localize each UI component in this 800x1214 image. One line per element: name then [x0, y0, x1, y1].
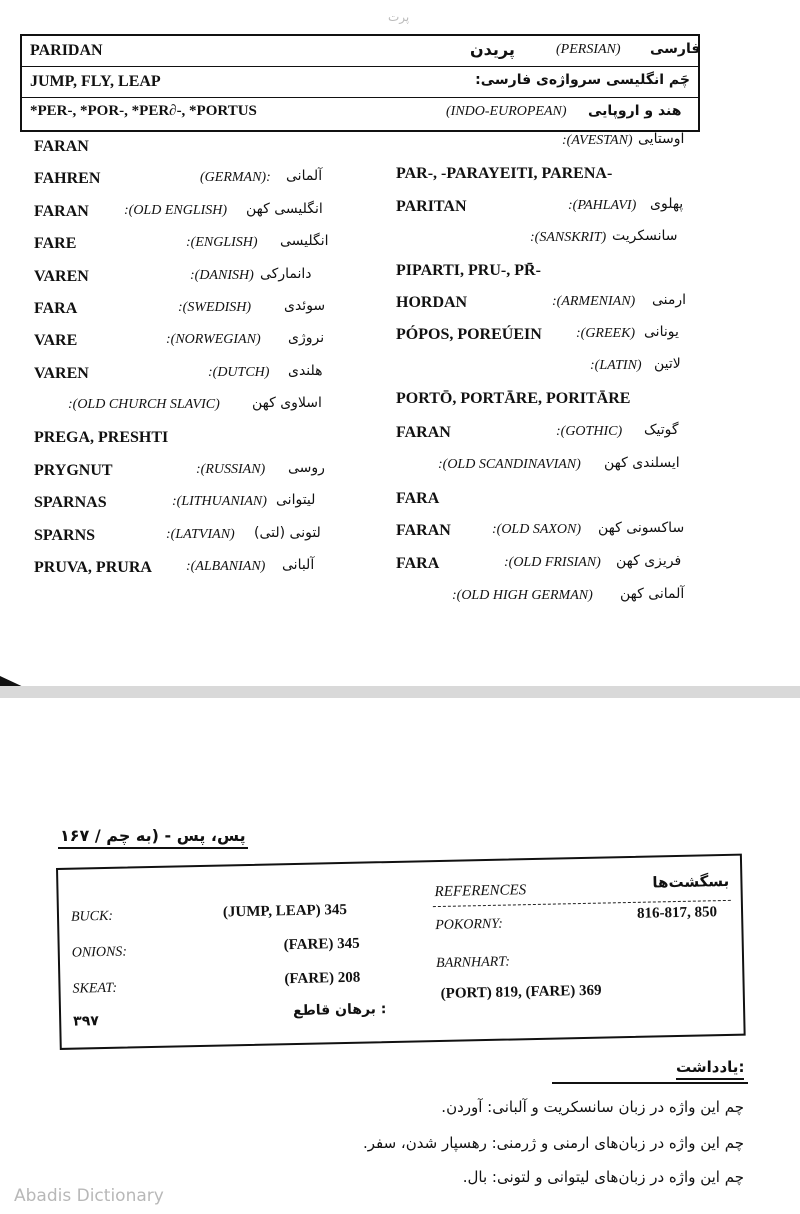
right-word: PORTŌ, PORTĀRE, PORITĀRE	[396, 390, 631, 407]
right-lang-fa: ایسلندی کهن	[604, 455, 680, 471]
right-lang: :(OLD HIGH GERMAN)	[452, 588, 593, 603]
ref-value: (JUMP, LEAP) 345	[222, 901, 348, 921]
header-lang-fa: فارسی	[650, 41, 701, 57]
ref-label: ONIONS:	[71, 944, 128, 961]
header-pie-roots: *PER-, *POR-, *PER∂-, *PORTUS	[30, 103, 257, 119]
left-lang-fa: روسی	[288, 460, 325, 476]
right-lang: :(PAHLAVI)	[568, 198, 637, 213]
right-lang-fa: لاتین	[654, 356, 681, 372]
left-word: SPARNS	[34, 527, 96, 544]
right-lang: :(SANSKRIT)	[530, 230, 607, 245]
note-line: چم این واژه در زبان سانسکریت و آلبانی: آوردن.	[441, 1098, 744, 1116]
right-lang-fa: فریزی کهن	[616, 553, 682, 569]
ref-label: POKORNY:	[435, 916, 503, 934]
header-row-persian	[22, 36, 701, 67]
page2-heading: پس، پس - (به چم / ۱۶۷	[58, 826, 248, 849]
right-lang: :(OLD FRISIAN)	[504, 555, 601, 570]
header-pie-lang: (INDO-EUROPEAN)	[446, 104, 567, 119]
right-lang-fa: پهلوی	[650, 196, 684, 212]
left-lang-fa: انگلیسی	[280, 233, 329, 249]
right-lang-fa: سانسکریت	[612, 228, 678, 244]
right-lang: :(GREEK)	[576, 326, 636, 341]
right-word: FARAN	[396, 424, 451, 441]
right-lang-fa: ارمنی	[652, 292, 687, 308]
left-word: FARAN	[34, 138, 89, 155]
left-lang: :(DANISH)	[190, 268, 254, 283]
left-word: PRYGNUT	[34, 462, 113, 479]
header-box	[20, 34, 700, 132]
header-row-indo-european	[22, 98, 698, 128]
right-lang-fa: یونانی	[644, 324, 679, 340]
left-lang: :(DUTCH)	[208, 365, 270, 380]
header-word-fa: پریدن	[470, 40, 515, 59]
left-lang: :(SWEDISH)	[178, 300, 252, 315]
ref-value: (FARE) 345	[283, 935, 360, 954]
ref-value: 816-817, 850	[636, 904, 718, 922]
left-lang-fa: اسلاوی کهن	[252, 395, 322, 411]
ref-label: BUCK:	[70, 908, 114, 925]
left-word: PREGA, PRESHTI	[34, 429, 169, 446]
header-english-meaning: JUMP, FLY, LEAP	[30, 73, 161, 90]
ref-value: (PORT) 819, (FARE) 369	[440, 982, 602, 1002]
right-word: PÓPOS, POREÚEIN	[396, 326, 542, 343]
left-word: FARA	[34, 300, 78, 317]
left-word: FARAN	[34, 203, 89, 220]
left-lang: :(RUSSIAN)	[196, 462, 266, 477]
left-lang-fa: دانمارکی	[260, 266, 312, 282]
left-lang: :(LITHUANIAN)	[172, 494, 267, 509]
left-word: FAHREN	[34, 170, 101, 187]
left-lang: :(ALBANIAN)	[186, 559, 266, 574]
references-title: REFERENCES	[434, 882, 527, 901]
right-word: FARAN	[396, 522, 451, 539]
right-word: FARA	[396, 555, 440, 572]
right-lang: :(LATIN)	[590, 358, 642, 373]
right-lang-fa: آلمانی کهن	[620, 586, 685, 602]
left-lang: :(NORWEGIAN)	[166, 332, 261, 347]
left-lang: :(LATVIAN)	[166, 527, 235, 542]
note-line: چم این واژه در زبان‌های ارمنی و ژرمنی: رهسپار شدن، سفر.	[362, 1134, 744, 1152]
right-word: PARITAN	[396, 198, 467, 215]
right-lang-fa: اوستایی	[638, 131, 685, 147]
left-lang: :(OLD ENGLISH)	[124, 203, 228, 218]
right-word: PAR-, -PARAYEITI, PARENA-	[396, 165, 613, 182]
ref-value: برهان قاطع :	[292, 1001, 387, 1020]
right-word: PIPARTI, PRU-, PR̄-	[396, 262, 541, 279]
right-word: FARA	[396, 490, 440, 507]
left-lang-fa: لتونی (لتی)	[254, 525, 321, 541]
left-word: PRUVA, PRURA	[34, 559, 152, 576]
note-line: چم این واژه در زبان‌های لیتوانی و لتونی: بال.	[462, 1168, 744, 1186]
references-box	[56, 854, 746, 1050]
top-word: پرت	[388, 10, 410, 24]
left-lang: (GERMAN):	[200, 170, 271, 185]
left-lang-fa: انگلیسی کهن	[246, 201, 323, 217]
notes-underline	[552, 1082, 748, 1084]
left-word: FARE	[34, 235, 77, 252]
header-english-label: چَم انگلیسی سرواژه‌ی فارسی:	[475, 72, 690, 88]
page-separator	[0, 686, 800, 698]
right-lang: :(GOTHIC)	[556, 424, 623, 439]
notes-title: یادداشت:	[676, 1058, 744, 1080]
right-lang-fa: گوتیک	[644, 422, 679, 438]
right-word: HORDAN	[396, 294, 468, 311]
left-lang-fa: نروژی	[288, 330, 325, 346]
header-row-english	[22, 67, 698, 98]
left-word: VAREN	[34, 268, 89, 285]
left-word: VAREN	[34, 365, 89, 382]
right-lang-fa: ساکسونی کهن	[598, 520, 685, 536]
left-lang: :(ENGLISH)	[186, 235, 258, 250]
ref-label: ۳۹۷	[73, 1013, 100, 1030]
left-lang-fa: لیتوانی	[276, 492, 316, 508]
header-pie-lang-fa: هند و اروپایی	[588, 103, 682, 119]
left-lang-fa: آلمانی	[286, 168, 323, 184]
header-latin-word: PARIDAN	[30, 42, 103, 59]
watermark: Abadis Dictionary	[14, 1186, 164, 1206]
right-lang: :(OLD SAXON)	[492, 522, 582, 537]
right-lang: :(ARMENIAN)	[552, 294, 636, 309]
ref-label: BARNHART:	[435, 954, 511, 972]
left-word: VARE	[34, 332, 78, 349]
left-lang-fa: هلندی	[288, 363, 323, 379]
left-lang-fa: آلبانی	[282, 557, 315, 573]
references-title-fa: بسگشت‌ها	[652, 871, 730, 892]
header-lang: (PERSIAN)	[556, 42, 621, 57]
right-lang: :(OLD SCANDINAVIAN)	[438, 457, 581, 472]
left-lang: :(OLD CHURCH SLAVIC)	[68, 397, 220, 412]
left-word: SPARNAS	[34, 494, 107, 511]
ref-label: SKEAT:	[72, 980, 118, 997]
ref-value: (FARE) 208	[284, 969, 361, 988]
right-lang: :(AVESTAN)	[562, 133, 633, 148]
left-lang-fa: سوئدی	[284, 298, 326, 314]
